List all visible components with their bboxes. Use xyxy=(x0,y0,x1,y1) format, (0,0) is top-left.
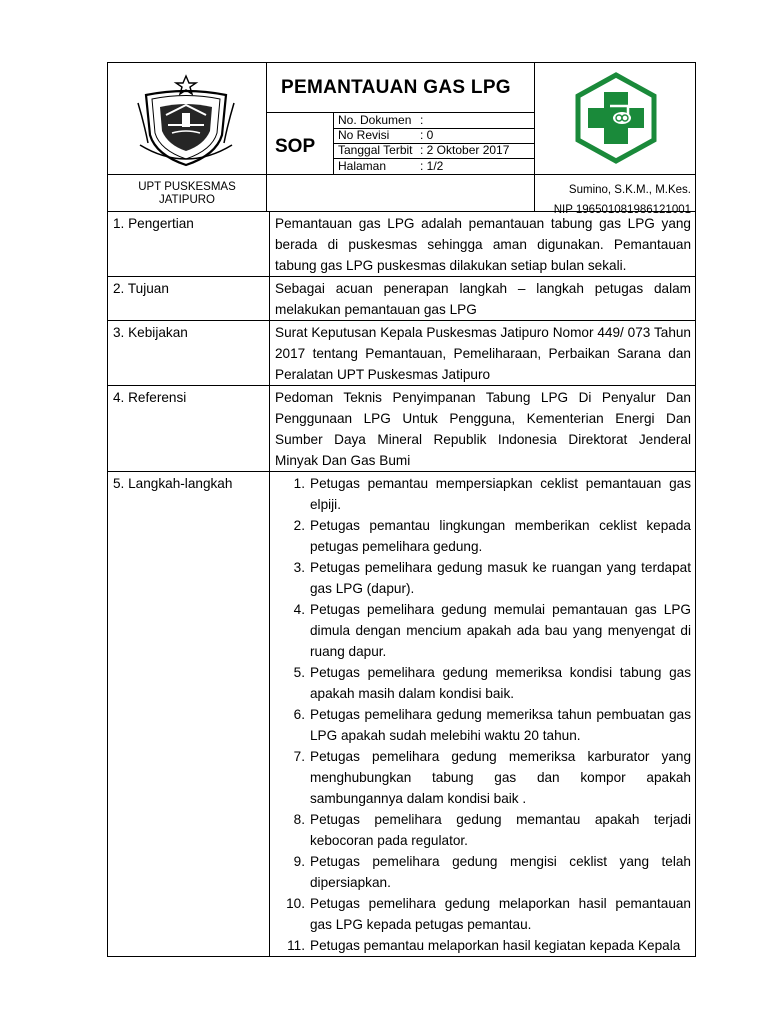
list-item xyxy=(275,851,691,893)
meta-key: No. Dokumen xyxy=(338,113,412,127)
list-item xyxy=(275,662,691,704)
signer-nip: NIP 196501081986121001 xyxy=(553,204,691,216)
list-item xyxy=(275,893,691,935)
step-text: Petugas pemelihara gedung memulai pemantauan gas LPG dimula dengan mencium apakah ada bau yang menyengat di ruang dapur. xyxy=(310,602,691,659)
step-text: Petugas pemantau mempersiapkan ceklist pemantauan gas elpiji. xyxy=(310,476,691,512)
list-item xyxy=(275,557,691,599)
unit-line-1: UPT PUSKESMAS xyxy=(138,181,236,193)
sop-content-table xyxy=(107,211,696,957)
meta-key: Halaman xyxy=(338,159,387,173)
step-number: 4. xyxy=(293,602,305,617)
regency-emblem-icon xyxy=(136,73,236,169)
step-number: 10. xyxy=(286,896,305,911)
table-row xyxy=(108,212,696,277)
table-row xyxy=(108,277,696,321)
puskesmas-cross-icon xyxy=(570,72,662,164)
meta-row-document-number xyxy=(334,113,534,129)
section-text: Pemantauan gas LPG adalah pemantauan tabung gas LPG yang berada di puskesmas sehingga aman digunakan. Pemantauan tabung gas LPG puskesmas dilakukan setiap bulan sekali. xyxy=(270,212,696,277)
title-cell xyxy=(266,62,535,113)
section-label: 5. Langkah-langkah xyxy=(108,472,270,957)
list-item xyxy=(275,473,691,515)
sop-label: SOP xyxy=(275,136,316,157)
left-logo-cell xyxy=(107,62,267,175)
step-text: Petugas pemelihara gedung memantau apakah terjadi kebocoran pada regulator. xyxy=(310,812,691,848)
sop-cell xyxy=(266,112,334,175)
step-number: 6. xyxy=(293,707,305,722)
meta-value: : xyxy=(420,113,424,127)
step-text: Petugas pemelihara gedung memeriksa kondisi tabung gas apakah masih dalam kondisi baik. xyxy=(310,665,691,701)
step-number: 5. xyxy=(293,665,305,680)
section-text: Surat Keputusan Kepala Puskesmas Jatipuro Nomor 449/ 073 Tahun 2017 tentang Pemantauan, Pemeliharaan, Perbaikan Sarana dan Peralatan UPT Puskesmas Jatipuro xyxy=(270,321,696,386)
step-text: Petugas pemantau melaporkan hasil kegiatan kepada Kepala xyxy=(310,938,681,953)
steps-list xyxy=(275,473,691,956)
section-text: Pedoman Teknis Penyimpanan Tabung LPG Di Penyalur Dan Penggunaan LPG Untuk Pengguna, Kementerian Energi Dan Sumber Daya Mineral Republik Indonesia Direktorat Jenderal Minyak Dan Gas Bumi xyxy=(270,386,696,472)
step-text: Petugas pemelihara gedung memeriksa karburator yang menghubungkan tabung gas dan kompor apakah sambungannya dalam kondisi baik . xyxy=(310,749,691,806)
right-logo-cell xyxy=(534,62,696,175)
blank-cell xyxy=(266,174,535,212)
step-number: 3. xyxy=(293,560,305,575)
step-number: 7. xyxy=(293,749,305,764)
meta-value: : 1/2 xyxy=(420,159,444,173)
step-text: Petugas pemantau lingkungan memberikan ceklist kepada petugas pemelihara gedung. xyxy=(310,518,691,554)
table-row xyxy=(108,321,696,386)
section-label: 2. Tujuan xyxy=(108,277,270,321)
step-text: Petugas pemelihara gedung mengisi ceklist yang telah dipersiapkan. xyxy=(310,854,691,890)
step-number: 1. xyxy=(293,476,305,491)
document-header xyxy=(107,62,696,216)
section-text: Sebagai acuan penerapan langkah – langkah petugas dalam melakukan pemantauan gas LPG xyxy=(270,277,696,321)
meta-row-issue-date xyxy=(334,143,534,159)
signature-cell xyxy=(534,174,696,216)
meta-value: : 2 Oktober 2017 xyxy=(420,143,510,157)
meta-key: Tanggal Terbit xyxy=(338,143,413,157)
list-item xyxy=(275,809,691,851)
unit-cell xyxy=(107,174,267,212)
table-row xyxy=(108,386,696,472)
section-label: 1. Pengertian xyxy=(108,212,270,277)
step-text: Petugas pemelihara gedung memeriksa tahun pembuatan gas LPG apakah sudah melebihi waktu 20 tahun. xyxy=(310,707,691,743)
section-label: 4. Referensi xyxy=(108,386,270,472)
document-title: PEMANTAUAN GAS LPG xyxy=(281,77,511,98)
meta-row-revision xyxy=(334,128,534,144)
step-number: 11. xyxy=(287,938,305,953)
meta-value: : 0 xyxy=(420,128,434,142)
step-text: Petugas pemelihara gedung masuk ke ruangan yang terdapat gas LPG (dapur). xyxy=(310,560,691,596)
step-number: 8. xyxy=(293,812,305,827)
unit-line-2: JATIPURO xyxy=(158,194,215,206)
list-item xyxy=(275,599,691,662)
step-number: 2. xyxy=(293,518,305,533)
steps-cell xyxy=(270,472,696,957)
meta-key: No Revisi xyxy=(338,128,390,142)
section-label: 3. Kebijakan xyxy=(108,321,270,386)
step-number: 9. xyxy=(293,854,305,869)
list-item xyxy=(275,515,691,557)
unit-name xyxy=(108,181,266,207)
list-item xyxy=(275,746,691,809)
list-item xyxy=(275,935,691,956)
meta-row-page xyxy=(334,159,534,175)
step-text: Petugas pemelihara gedung melaporkan hasil pemantauan gas LPG kepada petugas pemantau. xyxy=(310,896,691,932)
list-item xyxy=(275,704,691,746)
document-meta xyxy=(333,112,535,175)
signer-name: Sumino, S.K.M., M.Kes. xyxy=(568,184,691,196)
table-row xyxy=(108,472,696,957)
